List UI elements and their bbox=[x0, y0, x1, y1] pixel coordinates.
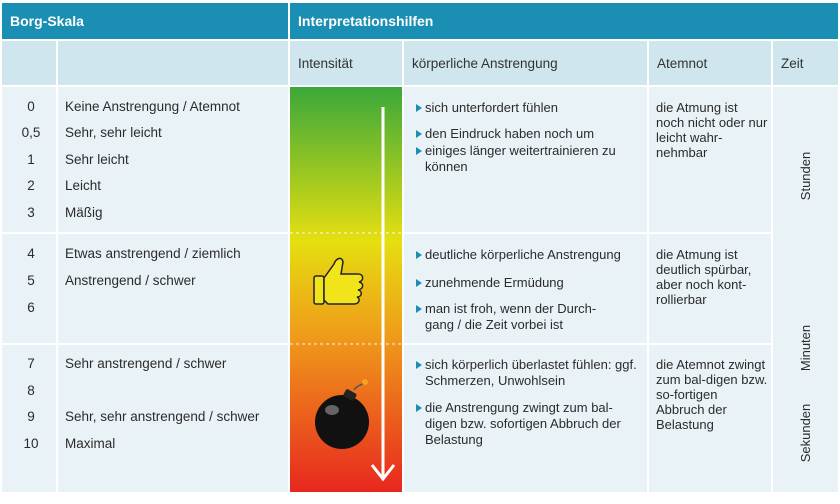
scale-number: 0,5 bbox=[21, 125, 41, 140]
effort-bullet: die Anstrengung zwingt zum bal-digen bzw. sofortigen Abbruch der Belastung bbox=[415, 400, 637, 448]
effort-bullet: zunehmende Ermüdung bbox=[415, 275, 645, 291]
scale-description: Sehr leicht bbox=[65, 152, 129, 167]
time-label-minutes: Minuten bbox=[798, 324, 813, 372]
header-interpretation: Interpretationshilfen bbox=[290, 3, 838, 39]
scale-description: Maximal bbox=[65, 436, 116, 451]
scale-number: 0 bbox=[27, 99, 35, 114]
effort-bullet: einiges länger weitertrainieren zu können bbox=[415, 143, 643, 175]
scale-number: 2 bbox=[27, 178, 35, 193]
subheader-effort: körperliche Anstrengung bbox=[404, 41, 647, 85]
time-label-hours: Stunden bbox=[798, 151, 813, 201]
scale-description: Etwas anstrengend / ziemlich bbox=[65, 246, 241, 261]
scale-number: 7 bbox=[27, 356, 35, 371]
effort-bullet: sich unterfordert fühlen bbox=[415, 100, 643, 116]
scale-description: Mäßig bbox=[65, 205, 103, 220]
scale-number: 4 bbox=[27, 246, 35, 261]
breath-text: die Atmung ist deutlich spürbar, aber noch kont-rollierbar bbox=[656, 247, 752, 307]
scale-number: 3 bbox=[27, 205, 35, 220]
effort-bullet: deutliche körperliche Anstrengung bbox=[415, 247, 645, 263]
scale-description: Sehr, sehr leicht bbox=[65, 125, 162, 140]
scale-number: 10 bbox=[23, 436, 39, 451]
breath-text: die Atmung ist noch nicht oder nur leicht wahr-nehmbar bbox=[656, 100, 768, 160]
effort-bullet: man ist froh, wenn der Durch-gang / die Zeit vorbei ist bbox=[415, 301, 623, 333]
scale-number: 9 bbox=[27, 409, 35, 424]
scale-description: Sehr anstrengend / schwer bbox=[65, 356, 227, 371]
subheader-time: Zeit bbox=[773, 41, 838, 85]
time-label-seconds: Sekunden bbox=[798, 403, 813, 463]
effort-bullet: den Eindruck haben noch um bbox=[415, 126, 643, 142]
subheader-empty-num bbox=[2, 41, 56, 85]
effort-bullet: sich körperlich überlastet fühlen: ggf. Schmerzen, Unwohlsein bbox=[415, 357, 640, 389]
scale-number: 8 bbox=[27, 383, 35, 398]
scale-number: 5 bbox=[27, 273, 35, 288]
scale-description: Anstrengend / schwer bbox=[65, 273, 196, 288]
header-borg-scale: Borg-Skala bbox=[2, 3, 288, 39]
subheader-intensity: Intensität bbox=[290, 41, 402, 85]
intensity-bar bbox=[290, 87, 402, 492]
scale-number: 6 bbox=[27, 300, 35, 315]
scale-number: 1 bbox=[27, 152, 35, 167]
scale-description: Leicht bbox=[65, 178, 102, 193]
subheader-breath: Atemnot bbox=[649, 41, 771, 85]
scale-description: Keine Anstrengung / Atemnot bbox=[65, 99, 240, 114]
breath-text: die Atemnot zwingt zum bal-digen bzw. so-fortigen Abbruch der Belastung bbox=[656, 357, 768, 432]
subheader-empty-desc bbox=[58, 41, 288, 85]
scale-description: Sehr, sehr anstrengend / schwer bbox=[65, 409, 260, 424]
